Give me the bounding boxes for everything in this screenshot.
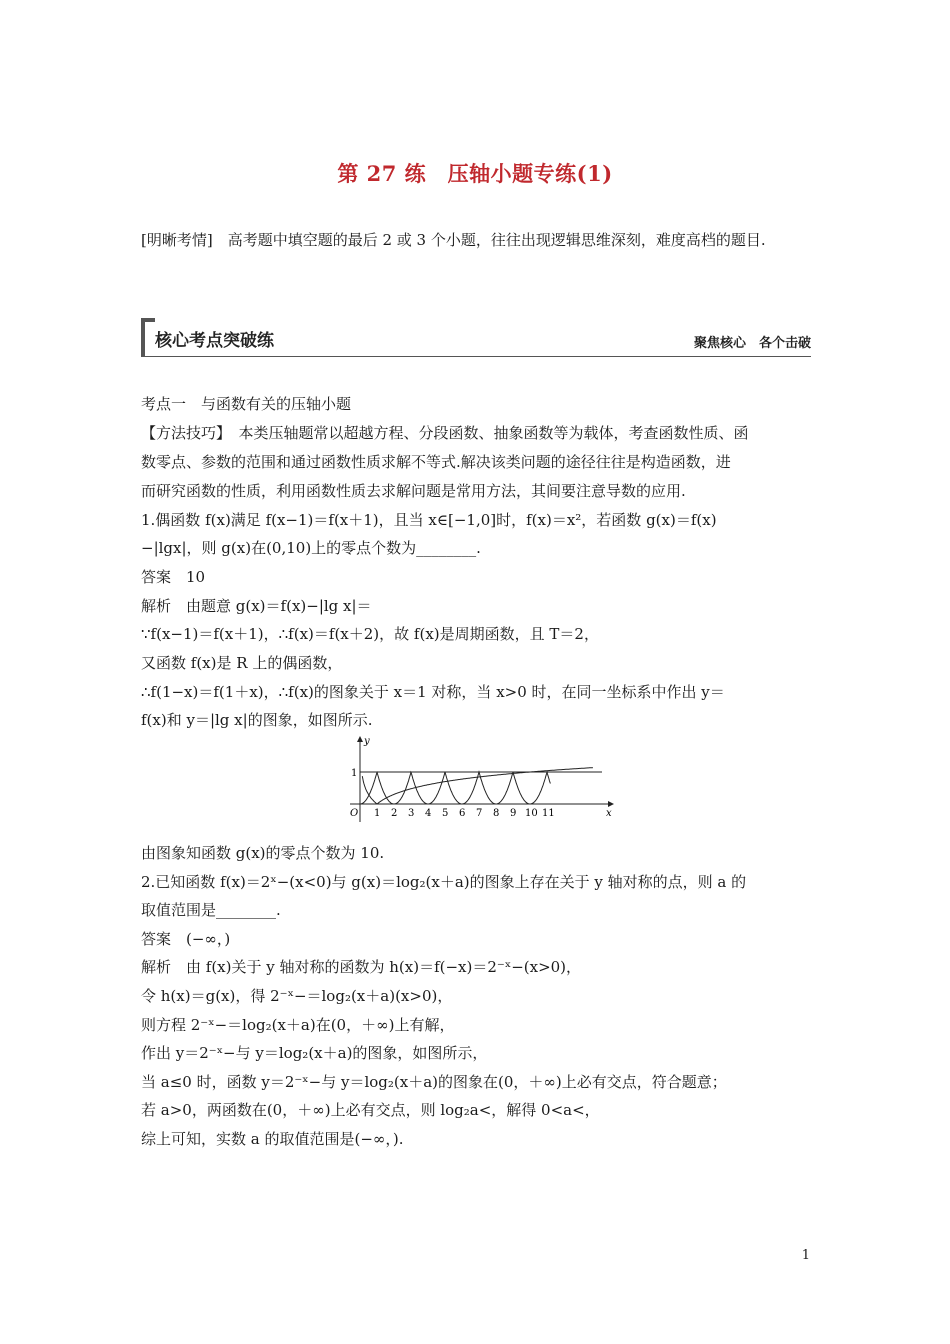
fx-periodic-curve (360, 772, 550, 804)
problem-1-line: 1.偶函数 f(x)满足 f(x−1)＝f(x＋1)，且当 x∈[−1,0]时，f(x)＝x²，若函数 g(x)＝f(x) (141, 511, 717, 529)
section-divider (141, 356, 811, 357)
analysis-2-line: 作出 y＝2⁻ˣ−与 y＝log₂(x＋a)的图象，如图所示， (141, 1044, 488, 1062)
x-tick-label: 4 (425, 808, 432, 819)
x-tick-label: 8 (493, 808, 500, 819)
analysis-2-line: 综上可知，实数 a 的取值范围是(−∞，). (141, 1130, 404, 1148)
x-tick-label: 7 (476, 808, 483, 819)
origin-label: O (350, 808, 359, 819)
section-label: 核心考点突破练 (155, 331, 274, 351)
section-bracket (141, 318, 155, 356)
x-tick-label: 3 (408, 808, 415, 819)
method-line: 而研究函数的性质，利用函数性质去求解问题是常用方法，其间要注意导数的应用. (141, 482, 686, 500)
x-axis-label: x (606, 808, 612, 819)
x-tick-label: 6 (459, 808, 466, 819)
lg-curve (362, 768, 593, 804)
problem-1-line: −|lgx|，则 g(x)在(0,10)上的零点个数为________. (141, 539, 481, 557)
problem-2-line: 2.已知函数 f(x)＝2ˣ−(x<0)与 g(x)＝log₂(x＋a)的图象上存在关于 y 轴对称的点，则 a 的 (141, 873, 747, 891)
x-tick-label: 9 (510, 808, 517, 819)
answer-1: 答案 10 (141, 568, 206, 586)
section-header (141, 318, 811, 358)
analysis-1-line: 又函数 f(x)是 R 上的偶函数， (141, 654, 343, 672)
section-tagline: 聚焦核心 各个击破 (693, 336, 811, 351)
analysis-1-line: ∵f(x−1)＝f(x＋1)，∴f(x)＝f(x＋2)，故 f(x)是周期函数，且 T＝2， (141, 625, 599, 643)
x-tick-label: 10 (525, 808, 538, 819)
method-line: 数零点、参数的范围和通过函数性质求解不等式.解决该类问题的途径往往是构造函数，进 (141, 453, 731, 471)
analysis-1-line: ∴f(1−x)＝f(1＋x)，∴f(x)的图象关于 x＝1 对称，当 x>0 时，在同一坐标系中作出 y＝ (141, 683, 725, 701)
analysis-2-line: 解析 由 f(x)关于 y 轴对称的函数为 h(x)＝f(−x)＝2⁻ˣ−(x>0)， (141, 958, 582, 976)
x-axis-arrow (608, 801, 614, 807)
page-number: 1 (801, 1248, 810, 1263)
graph-figure (330, 734, 620, 824)
y-axis-label: y (364, 736, 370, 747)
x-tick-label: 11 (542, 808, 555, 819)
analysis-2-line: 若 a>0，两函数在(0，＋∞)上必有交点，则 log₂a<，解得 0<a<， (141, 1101, 600, 1119)
y-axis-arrow (357, 736, 363, 742)
analysis-2-line: 则方程 2⁻ˣ−＝log₂(x＋a)在(0，＋∞)上有解， (141, 1016, 455, 1034)
intro-paragraph: [明晰考情] 高考题中填空题的最后 2 或 3 个小题，往往出现逻辑思维深刻，难度高档的题目. (141, 231, 766, 249)
analysis-1-line: 解析 由题意 g(x)＝f(x)−|lg x|＝ (141, 597, 372, 615)
analysis-2-line: 当 a≤0 时，函数 y＝2⁻ˣ−与 y＝log₂(x＋a)的图象在(0，＋∞)上必有交点，符合题意； (141, 1073, 727, 1091)
conclusion-1: 由图象知函数 g(x)的零点个数为 10. (141, 844, 385, 862)
method-line: 【方法技巧】 本类压轴题常以超越方程、分段函数、抽象函数等为载体，考查函数性质、函 (141, 424, 749, 442)
problem-2-line: 取值范围是________. (141, 901, 281, 919)
analysis-2-line: 令 h(x)＝g(x)，得 2⁻ˣ−＝log₂(x＋a)(x>0)， (141, 987, 453, 1005)
answer-2: 答案 (−∞，) (141, 930, 231, 948)
x-tick-label: 1 (374, 808, 381, 819)
page-title: 第 27 练 压轴小题专练(1) (337, 161, 613, 186)
x-tick-label: 5 (442, 808, 449, 819)
topic-heading: 考点一 与函数有关的压轴小题 (141, 395, 352, 413)
y-tick-label: 1 (351, 768, 358, 779)
analysis-1-line: f(x)和 y＝|lg x|的图象，如图所示. (141, 711, 373, 729)
x-tick-label: 2 (391, 808, 398, 819)
